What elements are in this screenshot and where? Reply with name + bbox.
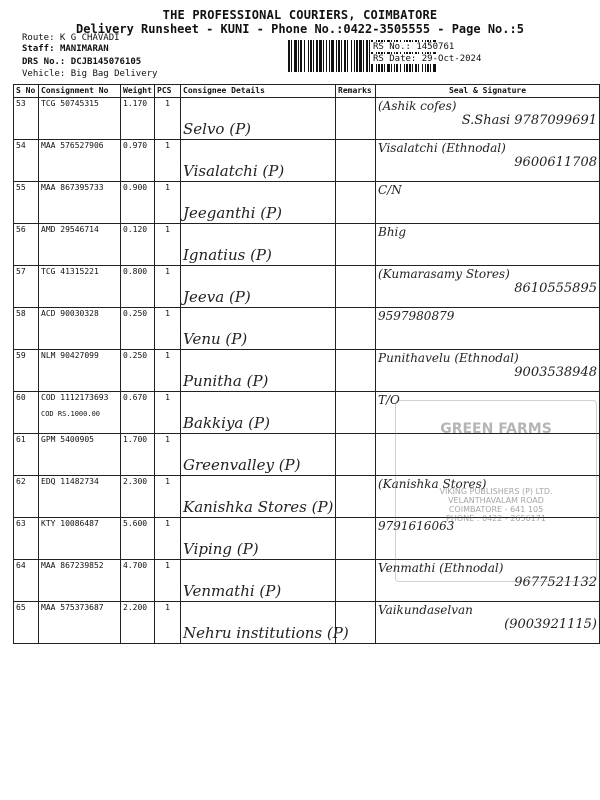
cod-amount: COD RS.1000.00	[41, 410, 101, 418]
cell-seal-signature	[376, 560, 600, 602]
route-text: Route: K G CHAVADI	[22, 33, 120, 43]
cell-consignee	[181, 518, 336, 560]
cell-sno: 56	[14, 224, 39, 266]
table-row	[14, 224, 600, 266]
cell-consignee	[181, 392, 336, 434]
cell-remarks	[336, 392, 376, 434]
table-row	[14, 98, 600, 140]
cell-remarks	[336, 182, 376, 224]
consignee-handwriting: Kanishka Stores (P)	[183, 498, 334, 516]
signature-line-2: (9003921115)	[504, 617, 597, 632]
cell-seal-signature	[376, 392, 600, 434]
rs-date: RS Date: 29-Oct-2024	[370, 54, 484, 64]
cell-weight: 1.700	[121, 434, 155, 476]
cell-weight: 0.120	[121, 224, 155, 266]
cell-remarks	[336, 518, 376, 560]
cell-weight: 0.670	[121, 392, 155, 434]
cell-pcs: 1	[155, 266, 181, 308]
table-row	[14, 266, 600, 308]
cell-consignment: TCG 50745315	[39, 98, 121, 140]
cell-seal-signature	[376, 434, 600, 476]
cell-seal-signature	[376, 182, 600, 224]
cell-consignment: EDQ 11482734	[39, 476, 121, 518]
vehicle-text: Vehicle: Big Bag Delivery	[22, 69, 158, 79]
cell-consignment: MAA 576527906	[39, 140, 121, 182]
cell-seal-signature	[376, 476, 600, 518]
stamp-line-4: PHONE : 0422 - 2656171	[446, 514, 546, 523]
drs-number: DCJB145076105	[70, 57, 142, 67]
cell-sno: 58	[14, 308, 39, 350]
signature-line-1: 9597980879	[378, 309, 455, 323]
cell-pcs: 1	[155, 308, 181, 350]
cell-weight: 0.250	[121, 350, 155, 392]
cell-sno: 64	[14, 560, 39, 602]
signature-line-1: (Ashik cofes)	[378, 99, 457, 113]
consignment-number: COD 1112173693	[41, 393, 109, 402]
cell-consignee	[181, 224, 336, 266]
table-header-row	[14, 85, 600, 98]
cell-pcs: 1	[155, 350, 181, 392]
cell-consignee	[181, 560, 336, 602]
cell-consignment	[39, 392, 121, 434]
cell-consignee	[181, 476, 336, 518]
table-row	[14, 392, 600, 434]
cell-consignment: ACD 90030328	[39, 308, 121, 350]
signature-line-1: Punithavelu (Ethnodal)	[378, 351, 519, 365]
cell-sno: 60	[14, 392, 39, 434]
cell-seal-signature	[376, 266, 600, 308]
cell-consignee	[181, 140, 336, 182]
cell-seal-signature	[376, 518, 600, 560]
signature-line-1: Bhig	[378, 225, 407, 239]
cell-remarks	[336, 140, 376, 182]
cell-pcs: 1	[155, 182, 181, 224]
consignee-handwriting: Selvo (P)	[183, 120, 252, 138]
cell-seal-signature	[376, 224, 600, 266]
cell-sno: 54	[14, 140, 39, 182]
table-row	[14, 182, 600, 224]
cell-remarks	[336, 560, 376, 602]
cell-weight: 0.900	[121, 182, 155, 224]
signature-line-1: Visalatchi (Ethnodal)	[378, 141, 506, 155]
cell-sno: 57	[14, 266, 39, 308]
consignee-handwriting: Venmathi (P)	[183, 582, 282, 600]
cell-consignment: MAA 575373687	[39, 602, 121, 644]
table-row	[14, 308, 600, 350]
cell-pcs: 1	[155, 392, 181, 434]
cell-seal-signature	[376, 602, 600, 644]
runsheet-table	[13, 84, 600, 644]
cell-weight: 2.200	[121, 602, 155, 644]
stamp-line-3: COIMBATORE - 641 105	[448, 505, 544, 514]
cell-consignee	[181, 434, 336, 476]
cell-remarks	[336, 350, 376, 392]
cell-pcs: 1	[155, 224, 181, 266]
consignee-handwriting: Venu (P)	[183, 330, 248, 348]
cell-remarks	[336, 98, 376, 140]
cell-sno: 62	[14, 476, 39, 518]
cell-consignment: MAA 867239852	[39, 560, 121, 602]
col-weight: Weight	[121, 85, 155, 98]
cell-sno: 53	[14, 98, 39, 140]
cell-consignee	[181, 308, 336, 350]
cell-consignment: TCG 41315221	[39, 266, 121, 308]
cell-remarks	[336, 266, 376, 308]
signature-line-1: Vaikundaselvan	[378, 603, 473, 617]
cell-pcs: 1	[155, 140, 181, 182]
cell-remarks	[336, 434, 376, 476]
stamp-name: GREEN FARMS	[440, 421, 552, 437]
table-row	[14, 476, 600, 518]
table-row	[14, 518, 600, 560]
drs-label: DRS No.:	[22, 57, 66, 67]
cell-sno: 55	[14, 182, 39, 224]
cell-weight: 2.300	[121, 476, 155, 518]
cell-remarks	[336, 308, 376, 350]
cell-remarks	[336, 224, 376, 266]
cell-seal-signature	[376, 350, 600, 392]
consignee-handwriting: Jeeganthi (P)	[183, 204, 283, 222]
col-consignee: Consignee Details	[181, 85, 336, 98]
drs-line	[22, 57, 141, 67]
table-row	[14, 560, 600, 602]
cell-weight: 1.170	[121, 98, 155, 140]
cell-weight: 0.250	[121, 308, 155, 350]
cell-consignee	[181, 98, 336, 140]
consignee-handwriting: Bakkiya (P)	[183, 414, 270, 432]
consignee-handwriting: Jeeva (P)	[183, 288, 251, 306]
cell-consignee	[181, 182, 336, 224]
signature-line-1: 9791616063	[378, 519, 455, 533]
cell-pcs: 1	[155, 560, 181, 602]
cell-seal-signature	[376, 140, 600, 182]
signature-line-1: T/O	[378, 393, 400, 407]
col-sno: S No	[14, 85, 39, 98]
cell-consignee	[181, 602, 349, 644]
cell-remarks	[336, 476, 376, 518]
cell-pcs: 1	[155, 602, 181, 644]
col-remarks: Remarks	[336, 85, 376, 98]
cell-consignee	[181, 266, 336, 308]
signature-line-1: C/N	[378, 183, 402, 197]
cell-consignment: GPM 5400905	[39, 434, 121, 476]
signature-line-1: (Kumarasamy Stores)	[378, 267, 510, 281]
signature-line-2: 9003538948	[514, 365, 597, 380]
consignee-handwriting: Punitha (P)	[183, 372, 269, 390]
stamp-line-2: VELANTHAVALAM ROAD	[448, 496, 544, 505]
staff-line	[22, 44, 109, 54]
consignee-handwriting: Visalatchi (P)	[183, 162, 285, 180]
cell-consignment: NLM 90427099	[39, 350, 121, 392]
consignee-handwriting: Viping (P)	[183, 540, 259, 558]
table-row	[14, 602, 600, 644]
consignee-handwriting: Nehru institutions (P)	[183, 624, 349, 642]
table-row	[14, 140, 600, 182]
cell-seal-signature	[376, 98, 600, 140]
cell-pcs: 1	[155, 518, 181, 560]
cell-weight: 0.970	[121, 140, 155, 182]
cell-sno: 63	[14, 518, 39, 560]
cell-weight: 5.600	[121, 518, 155, 560]
table-row	[14, 350, 600, 392]
col-seal: Seal & Signature	[376, 85, 600, 98]
consignee-handwriting: Greenvalley (P)	[183, 456, 301, 474]
cell-consignment: KTY 10086487	[39, 518, 121, 560]
cell-pcs: 1	[155, 476, 181, 518]
cell-sno: 65	[14, 602, 39, 644]
cell-sno: 61	[14, 434, 39, 476]
signature-line-2: 9600611708	[514, 155, 597, 170]
consignee-handwriting: Ignatius (P)	[183, 246, 272, 264]
cell-pcs: 1	[155, 98, 181, 140]
cell-weight: 0.800	[121, 266, 155, 308]
signature-line-2: 8610555895	[514, 281, 597, 296]
cell-consignment: AMD 29546714	[39, 224, 121, 266]
signature-line-1: Venmathi (Ethnodal)	[378, 561, 504, 575]
stamp-line-1: VIKING PUBLISHERS (P) LTD.	[439, 487, 553, 496]
signature-line-1: (Kanishka Stores)	[378, 477, 487, 491]
table-row	[14, 434, 600, 476]
cell-sno: 59	[14, 350, 39, 392]
signature-line-2: 9677521132	[514, 575, 597, 590]
cell-consignment: MAA 867395733	[39, 182, 121, 224]
col-consignment: Consignment No	[39, 85, 121, 98]
staff-label: Staff:	[22, 44, 55, 54]
col-pcs: PCS	[155, 85, 181, 98]
document-title: THE PROFESSIONAL COURIERS, COIMBATORE	[162, 8, 438, 22]
cell-consignee	[181, 350, 336, 392]
document-subtitle: Delivery Runsheet - KUNI - Phone No.:0422-3505555 - Page No.:5	[76, 22, 524, 36]
cell-weight: 4.700	[121, 560, 155, 602]
staff-name: MANIMARAN	[59, 44, 109, 54]
rs-number: RS No.: 1450761	[370, 42, 457, 52]
cell-seal-signature	[376, 308, 600, 350]
signature-line-2: S.Shasi 9787099691	[461, 113, 597, 128]
cell-pcs: 1	[155, 434, 181, 476]
